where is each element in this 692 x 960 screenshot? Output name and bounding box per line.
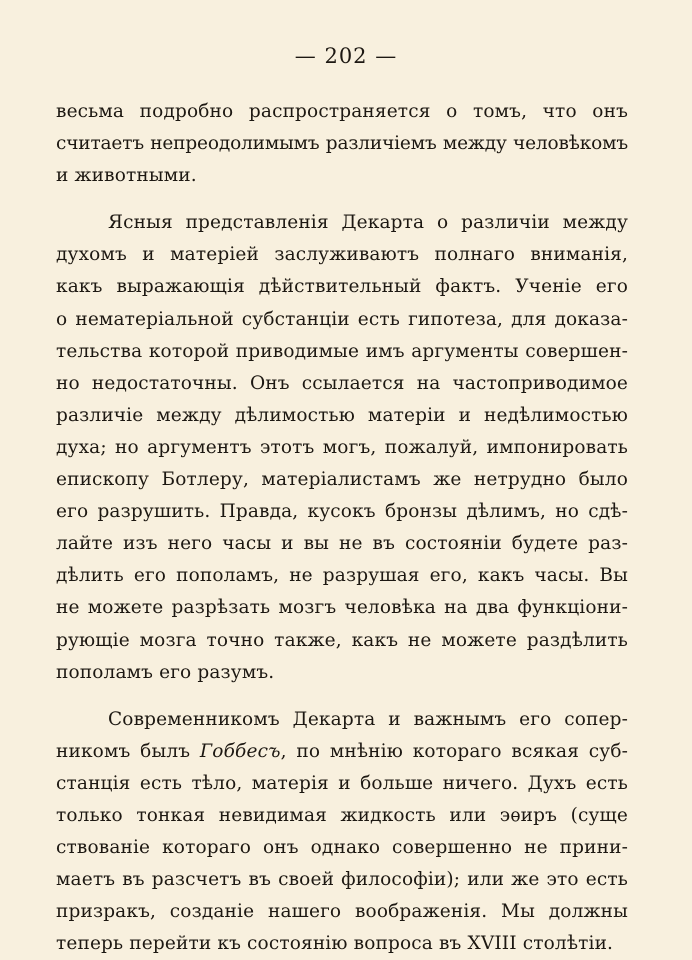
text-line: о нематеріальной субстанціи есть гипотеза, для доказа- bbox=[56, 308, 628, 330]
text-line: станція есть тѣло, матерія и больше ничего. Духъ есть bbox=[56, 772, 628, 794]
text-line: не можете разрѣзать мозгъ человѣка на два функціони- bbox=[56, 597, 628, 619]
text-line: какъ выражающія дѣйствительный фактъ. Ученіе его bbox=[56, 276, 628, 298]
text-fragment: никомъ былъ bbox=[56, 740, 191, 762]
text-line: но недостаточны. Онъ ссылается на частоприводимое bbox=[56, 372, 628, 394]
text-line: маетъ въ разсчетъ въ своей философіи); или же это есть bbox=[56, 869, 628, 891]
text-line: считаетъ непреодолимымъ различіемъ между человѣкомъ bbox=[56, 133, 628, 155]
text-line: ствованіе котораго онъ однако совершенно не прини- bbox=[56, 837, 628, 859]
text-line: тельства которой приводимые имъ аргументы совершен- bbox=[56, 340, 628, 362]
author-name-italic: Гоббесъ bbox=[199, 740, 281, 762]
page-number: — 202 — bbox=[294, 44, 398, 68]
text-fragment: , по мнѣнію котораго всякая суб- bbox=[280, 740, 629, 762]
text-line: весьма подробно распространяется о томъ, что онъ bbox=[56, 101, 628, 122]
text-line: пополамъ его разумъ. bbox=[56, 661, 275, 683]
text-line: только тонкая невидимая жидкость или эѳиръ (суще bbox=[56, 804, 628, 826]
paragraph-gap bbox=[56, 192, 628, 207]
text-line: призракъ, созданіе нашего воображенія. Мы должны bbox=[56, 901, 628, 923]
text-line: Ясныя представленія Декарта о различіи между bbox=[108, 212, 628, 234]
text-line: епископу Ботлеру, матеріалистамъ же нетрудно было bbox=[56, 469, 628, 491]
text-line: дѣлить его пополамъ, не разрушая его, какъ часы. Вы bbox=[56, 565, 628, 587]
text-line: его разрушить. Правда, кусокъ бронзы дѣлимъ, но сдѣ- bbox=[56, 501, 628, 523]
text-line: и животными. bbox=[56, 165, 197, 187]
text-line: различіе между дѣлимостью матеріи и недѣлимостью bbox=[56, 404, 628, 426]
text-line: духа; но аргументъ этотъ могъ, пожалуй, импонировать bbox=[56, 436, 628, 458]
text-line: теперь перейти къ состоянію вопроса въ XVIII столѣтіи. bbox=[56, 933, 614, 955]
text-line: духомъ и матеріей заслуживаютъ полнаго вниманія, bbox=[56, 244, 628, 266]
paragraph-gap bbox=[56, 689, 628, 704]
text-line bbox=[56, 736, 628, 768]
text-line: рующіе мозга точно также, какъ не можете раздѣлить bbox=[56, 629, 628, 651]
text-line: лайте изъ него часы и вы не въ состояніи будете раз- bbox=[56, 533, 628, 555]
body-text bbox=[56, 96, 628, 960]
text-line: Современникомъ Декарта и важнымъ его сопер- bbox=[108, 708, 628, 730]
